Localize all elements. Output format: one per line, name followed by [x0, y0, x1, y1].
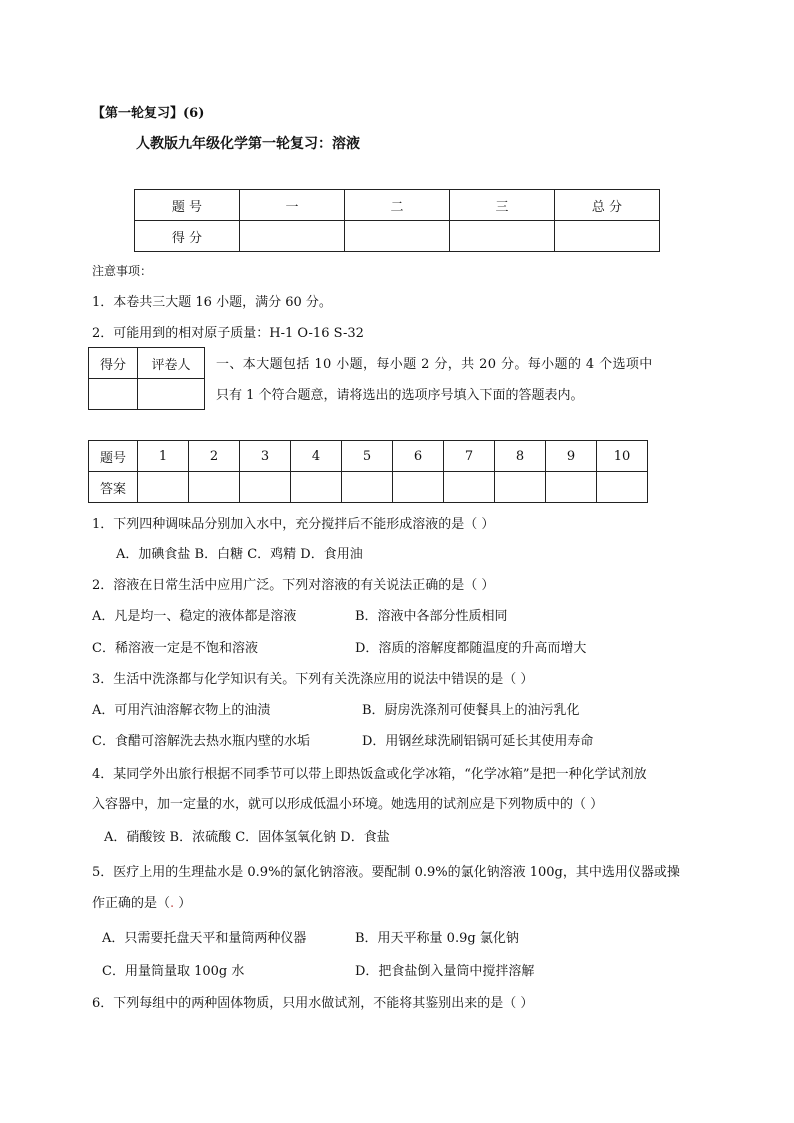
question-1-options: A．加碘食盐 B．白糖 C．鸡精 D．食用油: [116, 547, 363, 562]
score-cell-label: 题 号: [135, 190, 240, 221]
grader-name-input[interactable]: [138, 379, 205, 410]
question-5-line2: [92, 892, 191, 911]
question-4-line1: 4．某同学外出旅行根据不同季节可以带上即热饭盒或化学冰箱，“化学冰箱”是把一种化学试剂放: [92, 767, 647, 782]
answer-input[interactable]: [444, 472, 495, 503]
answer-number: 10: [597, 441, 648, 472]
answer-input[interactable]: [495, 472, 546, 503]
question-3-option-b: B．厨房洗涤剂可使餐具上的油污乳化: [362, 703, 580, 718]
score-table: [134, 189, 660, 252]
question-5-line2-text: 作正确的是（: [92, 896, 171, 911]
answer-number: 1: [138, 441, 189, 472]
score-cell-2: 二: [345, 190, 450, 221]
answer-input[interactable]: [546, 472, 597, 503]
answer-number: 4: [291, 441, 342, 472]
grader-name-label: 评卷人: [138, 348, 205, 379]
question-5-mark: .: [170, 896, 175, 911]
answer-number: 8: [495, 441, 546, 472]
answer-input[interactable]: [393, 472, 444, 503]
question-4-line2: 入容器中，加一定量的水，就可以形成低温小环境。她选用的试剂应是下列物质中的（ ）: [92, 797, 604, 812]
note-1: 1．本卷共三大题 16 小题，满分 60 分。: [92, 295, 332, 310]
question-3-option-d: D．用钢丝球洗刷铝锅可延长其使用寿命: [362, 734, 594, 749]
answer-number: 9: [546, 441, 597, 472]
question-2-option-a: A．凡是均一、稳定的液体都是溶液: [92, 609, 297, 624]
notes-heading: 注意事项：: [92, 264, 153, 278]
answer-number: 6: [393, 441, 444, 472]
answer-input[interactable]: [597, 472, 648, 503]
answer-number: 3: [240, 441, 291, 472]
page-title: 人教版九年级化学第一轮复习：溶液: [136, 136, 360, 152]
score-input-2[interactable]: [345, 221, 450, 252]
score-row-label: 得 分: [135, 221, 240, 252]
grader-score-input[interactable]: [89, 379, 138, 410]
score-table-header-row: [135, 190, 660, 221]
answer-number-label: 题号: [89, 441, 138, 472]
section1-instruction-line2: 只有 1 个符合题意，请将选出的选项序号填入下面的答题表内。: [216, 388, 584, 403]
series-label: 【第一轮复习】(6): [92, 106, 205, 121]
answer-number: 2: [189, 441, 240, 472]
question-5-option-d: D．把食盐倒入量筒中搅拌溶解: [355, 964, 535, 979]
question-3-option-a: A．可用汽油溶解衣物上的油渍: [92, 703, 271, 718]
answer-input[interactable]: [189, 472, 240, 503]
answer-input[interactable]: [138, 472, 189, 503]
answer-input-row: [89, 472, 648, 503]
grader-table: [88, 347, 205, 410]
answer-table: [88, 440, 648, 503]
answer-number: 5: [342, 441, 393, 472]
question-5-option-b: B．用天平称量 0.9g 氯化钠: [355, 931, 519, 946]
question-5-line1: 5．医疗上用的生理盐水是 0.9%的氯化钠溶液。要配制 0.9%的氯化钠溶液 100g，其中选用仪器或操: [92, 865, 680, 880]
question-4-options: A．硝酸铵 B．浓硫酸 C．固体氢氧化钠 D．食盐: [104, 830, 390, 845]
score-cell-total: 总 分: [555, 190, 660, 221]
score-input-total[interactable]: [555, 221, 660, 252]
grader-score-label: 得分: [89, 348, 138, 379]
question-3-option-c: C．食醋可溶解洗去热水瓶内壁的水垢: [92, 734, 310, 749]
answer-input[interactable]: [342, 472, 393, 503]
question-1-stem: 1．下列四种调味品分别加入水中，充分搅拌后不能形成溶液的是（ ）: [92, 517, 495, 532]
question-5-option-c: C．用量筒量取 100g 水: [102, 964, 245, 979]
question-2-option-c: C．稀溶液一定是不饱和溶液: [92, 641, 258, 656]
score-input-3[interactable]: [450, 221, 555, 252]
note-2: 2．可能用到的相对原子质量：H-1 O-16 S-32: [92, 326, 364, 341]
score-cell-3: 三: [450, 190, 555, 221]
answer-input[interactable]: [240, 472, 291, 503]
question-6-stem: 6．下列每组中的两种固体物质，只用水做试剂，不能将其鉴别出来的是（ ）: [92, 996, 534, 1011]
answer-number-row: [89, 441, 648, 472]
question-2-option-b: B．溶液中各部分性质相同: [355, 609, 508, 624]
answer-input[interactable]: [291, 472, 342, 503]
section1-instruction-line1: 一、本大题包括 10 小题，每小题 2 分，共 20 分。每小题的 4 个选项中: [216, 357, 653, 372]
score-table-score-row: [135, 221, 660, 252]
question-2-option-d: D．溶质的溶解度都随温度的升高而增大: [355, 641, 587, 656]
question-5-option-a: A．只需要托盘天平和量筒两种仪器: [102, 931, 307, 946]
question-2-stem: 2．溶液在日常生活中应用广泛。下列对溶液的有关说法正确的是（ ）: [92, 578, 495, 593]
question-3-stem: 3．生活中洗涤都与化学知识有关。下列有关洗涤应用的说法中错误的是（ ）: [92, 672, 534, 687]
answer-row-label: 答案: [89, 472, 138, 503]
score-input-1[interactable]: [240, 221, 345, 252]
question-5-paren: ）: [174, 896, 192, 911]
score-cell-1: 一: [240, 190, 345, 221]
answer-number: 7: [444, 441, 495, 472]
